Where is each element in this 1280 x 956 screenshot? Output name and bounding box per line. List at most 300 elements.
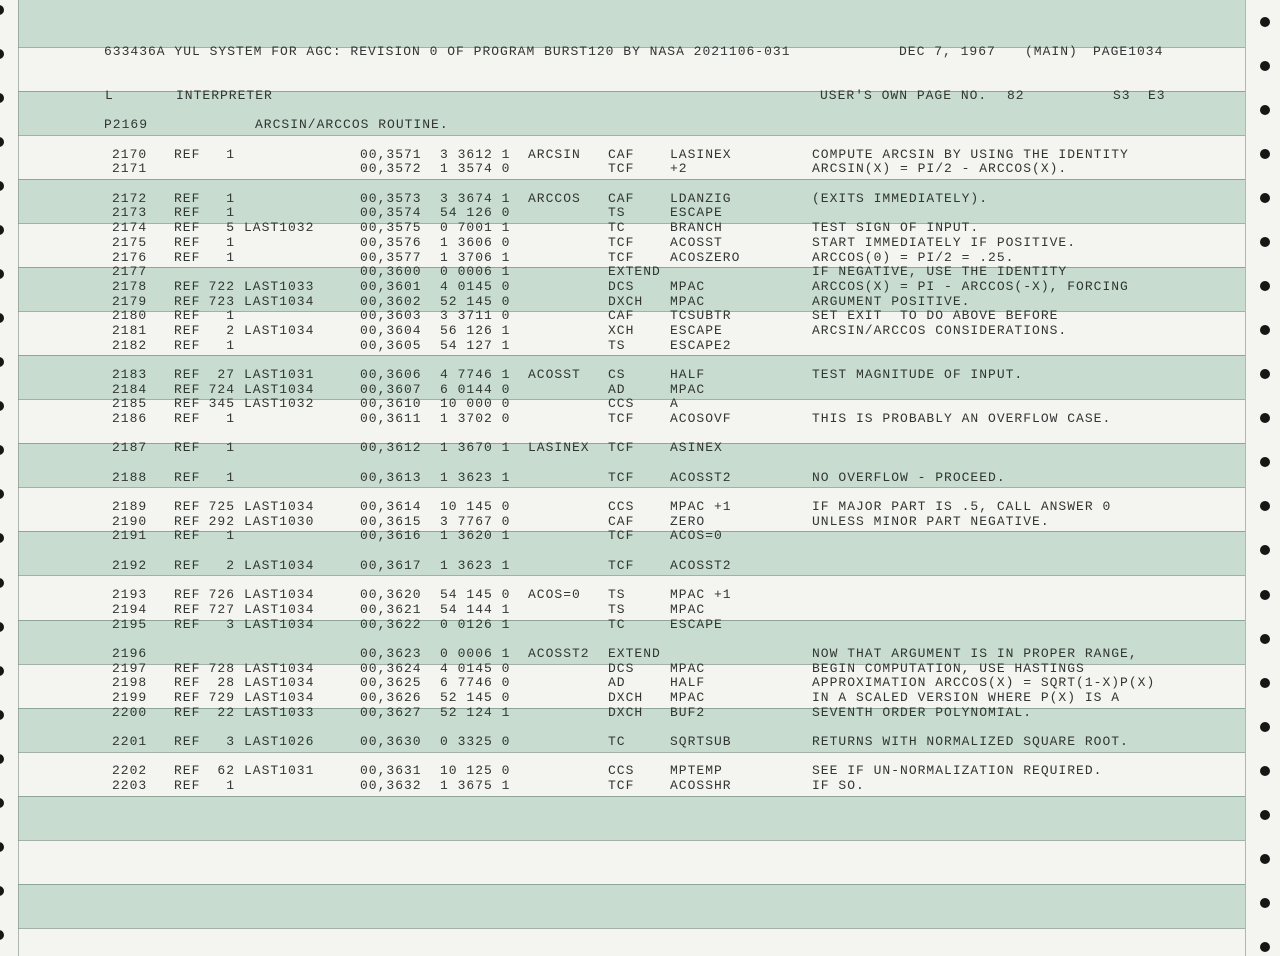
line-number: 2182	[112, 337, 148, 353]
operand: MPAC +1	[670, 587, 732, 603]
tractor-feed-hole	[1260, 854, 1270, 864]
address: 00,3622	[360, 616, 422, 632]
machine-word: 56 126 1	[440, 322, 511, 338]
machine-word: 0 0006 1	[440, 645, 511, 661]
opcode: TCF	[608, 234, 635, 250]
comment: APPROXIMATION ARCCOS(X) = SQRT(1-X)P(X)	[812, 675, 1156, 691]
bar-rule-line	[18, 840, 1245, 841]
ref-count: 1	[226, 778, 235, 793]
ref-count: 728	[208, 660, 235, 676]
comment: ARCCOS(X) = PI - ARCCOS(-X), FORCING	[812, 278, 1129, 294]
operand: ACOSZERO	[670, 249, 741, 265]
opcode: AD	[608, 381, 626, 397]
operand: ESCAPE	[670, 616, 723, 632]
ref-keyword: REF	[174, 733, 201, 749]
machine-word: 1 3606 0	[440, 234, 511, 250]
last-ref-card: LAST1034	[244, 660, 315, 676]
comment: NOW THAT ARGUMENT IS IN PROPER RANGE,	[812, 645, 1138, 661]
tractor-feed-hole	[0, 578, 4, 588]
line-number: 2176	[112, 249, 148, 265]
ref-count: 1	[226, 308, 235, 324]
listing-row	[0, 221, 1280, 235]
machine-word: 54 127 1	[440, 337, 511, 353]
operand: ASINEX	[670, 440, 723, 456]
last-ref-card: LAST1033	[244, 704, 315, 720]
ref-keyword: REF	[174, 205, 201, 221]
ref-count: 3	[226, 616, 235, 632]
address: 00,3601	[360, 278, 422, 294]
log-marker: L	[105, 88, 114, 103]
listing-row	[0, 662, 1280, 676]
opcode: TC	[608, 616, 626, 632]
listing-row	[0, 251, 1280, 265]
line-number: 2194	[112, 601, 148, 617]
operand: ACOS=0	[670, 528, 723, 544]
line-number: 2173	[112, 205, 148, 221]
comment: IN A SCALED VERSION WHERE P(X) IS A	[812, 689, 1121, 705]
listing-row	[0, 676, 1280, 690]
tractor-feed-hole	[1260, 17, 1270, 27]
opcode: AD	[608, 675, 626, 691]
address: 00,3576	[360, 234, 422, 250]
log-section: INTERPRETER	[176, 88, 273, 103]
ref-keyword: REF	[174, 675, 201, 691]
tractor-feed-hole	[1260, 722, 1270, 732]
machine-word: 1 3702 0	[440, 411, 511, 426]
machine-word: 0 3325 0	[440, 733, 511, 749]
listing-row	[0, 192, 1280, 206]
machine-word: 1 3623 1	[440, 469, 511, 485]
bar-rule-line	[18, 135, 1245, 136]
comment: NO OVERFLOW - PROCEED.	[812, 469, 1006, 485]
ref-keyword: REF	[174, 469, 201, 485]
opcode: CCS	[608, 763, 635, 779]
opcode: TCF	[608, 440, 635, 456]
symbol-label: ARCSIN	[528, 146, 581, 162]
tractor-feed-hole	[1260, 942, 1270, 952]
address: 00,3630	[360, 733, 422, 749]
address: 00,3602	[360, 293, 422, 309]
line-number: 2184	[112, 381, 148, 397]
listing-section: (MAIN)	[1025, 44, 1078, 59]
line-number: 2189	[112, 499, 148, 515]
listing-row	[0, 309, 1280, 323]
address: 00,3625	[360, 675, 422, 691]
listing-date: DEC 7, 1967	[899, 44, 996, 59]
opcode: CS	[608, 366, 626, 382]
line-number: 2180	[112, 308, 148, 324]
opcode: EXTEND	[608, 264, 661, 280]
tractor-feed-hole	[0, 181, 4, 191]
listing-row	[0, 779, 1280, 793]
operand: MPAC +1	[670, 499, 732, 515]
machine-word: 3 7767 0	[440, 513, 511, 529]
user-page-label: USER'S OWN PAGE NO.	[820, 88, 988, 103]
address: 00,3605	[360, 337, 422, 353]
line-number: 2178	[112, 278, 148, 294]
bar-rule-line	[18, 884, 1245, 885]
tractor-feed-hole	[1260, 545, 1270, 555]
page-number: PAGE1034	[1093, 44, 1164, 59]
ref-count: 2	[226, 322, 235, 338]
opcode: TCF	[608, 161, 635, 177]
address: 00,3572	[360, 161, 422, 177]
ref-count: 1	[226, 528, 235, 544]
ref-keyword: REF	[174, 293, 201, 309]
machine-word: 1 3706 1	[440, 249, 511, 265]
listing-row	[0, 236, 1280, 250]
ref-keyword: REF	[174, 763, 201, 779]
address: 00,3600	[360, 264, 422, 280]
listing-title: 633436A YUL SYSTEM FOR AGC: REVISION 0 OF PROGRAM BURST120 BY NASA 2021106-031	[104, 44, 791, 59]
ref-keyword: REF	[174, 616, 201, 632]
listing-row	[0, 339, 1280, 353]
tractor-feed-hole	[1260, 634, 1270, 644]
line-number: 2193	[112, 587, 148, 603]
address: 00,3617	[360, 557, 422, 573]
comment: SET EXIT TO DO ABOVE BEFORE	[812, 308, 1059, 324]
opcode: TCF	[608, 469, 635, 485]
line-number: 2183	[112, 366, 148, 382]
tractor-feed-hole	[0, 137, 4, 147]
listing-row	[0, 265, 1280, 279]
symbol-label: ARCCOS	[528, 190, 581, 206]
address: 00,3614	[360, 499, 422, 515]
comment: TEST SIGN OF INPUT.	[812, 220, 980, 236]
listing-row	[0, 162, 1280, 176]
opcode: CAF	[608, 308, 635, 324]
line-number: 2181	[112, 322, 148, 338]
operand: MPAC	[670, 660, 706, 676]
listing-row	[0, 706, 1280, 720]
line-number: 2191	[112, 528, 148, 544]
address: 00,3632	[360, 778, 422, 793]
address: 00,3613	[360, 469, 422, 485]
operand: LDANZIG	[670, 190, 732, 206]
comment: ARCSIN/ARCCOS CONSIDERATIONS.	[812, 322, 1068, 338]
operand: TCSUBTR	[670, 308, 732, 324]
symbol-label: ACOSST2	[528, 645, 590, 661]
line-number: 2198	[112, 675, 148, 691]
opcode: TCF	[608, 778, 635, 793]
address: 00,3616	[360, 528, 422, 544]
tractor-feed-hole	[0, 357, 4, 367]
machine-word: 6 0144 0	[440, 381, 511, 397]
last-ref-card: LAST1034	[244, 557, 315, 573]
machine-word: 0 0006 1	[440, 264, 511, 280]
operand: MPTEMP	[670, 763, 723, 779]
address: 00,3620	[360, 587, 422, 603]
address: 00,3610	[360, 396, 422, 412]
sequence-field-s: S3	[1113, 88, 1131, 103]
tractor-feed-hole	[0, 842, 4, 852]
ref-count: 27	[217, 366, 235, 382]
machine-word: 0 7001 1	[440, 220, 511, 236]
operand: SQRTSUB	[670, 733, 732, 749]
comment: IF NEGATIVE, USE THE IDENTITY	[812, 264, 1068, 280]
ref-count: 1	[226, 411, 235, 426]
ref-keyword: REF	[174, 778, 201, 793]
last-ref-card: LAST1031	[244, 763, 315, 779]
machine-word: 1 3675 1	[440, 778, 511, 793]
machine-word: 10 125 0	[440, 763, 511, 779]
machine-word: 52 124 1	[440, 704, 511, 720]
line-number: 2196	[112, 645, 148, 661]
listing-row	[0, 368, 1280, 382]
address: 00,3624	[360, 660, 422, 676]
last-ref-card: LAST1034	[244, 322, 315, 338]
last-ref-card: LAST1030	[244, 513, 315, 529]
ref-keyword: REF	[174, 308, 201, 324]
line-number: 2174	[112, 220, 148, 236]
tractor-feed-hole	[1260, 105, 1270, 115]
line-number: 2177	[112, 264, 148, 280]
opcode: DCS	[608, 660, 635, 676]
line-number: 2172	[112, 190, 148, 206]
operand: ESCAPE	[670, 322, 723, 338]
machine-word: 4 7746 1	[440, 366, 511, 382]
operand: ACOSST2	[670, 557, 732, 573]
comment: IF SO.	[812, 778, 865, 793]
address: 00,3607	[360, 381, 422, 397]
opcode: CAF	[608, 513, 635, 529]
line-number: 2201	[112, 733, 148, 749]
ref-count: 724	[208, 381, 235, 397]
listing-row	[0, 735, 1280, 749]
address: 00,3603	[360, 308, 422, 324]
tractor-feed-hole	[1260, 457, 1270, 467]
listing-row	[0, 559, 1280, 573]
tractor-feed-hole	[0, 489, 4, 499]
address: 00,3626	[360, 689, 422, 705]
operand: MPAC	[670, 601, 706, 617]
opcode: EXTEND	[608, 645, 661, 661]
ref-keyword: REF	[174, 190, 201, 206]
machine-word: 1 3620 1	[440, 528, 511, 544]
ref-keyword: REF	[174, 557, 201, 573]
opcode: DXCH	[608, 704, 644, 720]
ref-count: 22	[217, 704, 235, 720]
listing-row	[0, 529, 1280, 543]
symbol-label: LASINEX	[528, 440, 590, 456]
line-number: 2186	[112, 411, 148, 426]
ref-count: 722	[208, 278, 235, 294]
listing-row	[0, 471, 1280, 485]
operand: MPAC	[670, 278, 706, 294]
operand: ACOSSHR	[670, 778, 732, 793]
machine-word: 10 000 0	[440, 396, 511, 412]
line-number: 2199	[112, 689, 148, 705]
opcode: XCH	[608, 322, 635, 338]
listing-row	[0, 588, 1280, 602]
last-ref-card: LAST1034	[244, 499, 315, 515]
last-ref-card: LAST1033	[244, 278, 315, 294]
line-number: 2170	[112, 146, 148, 162]
operand: HALF	[670, 675, 706, 691]
ref-count: 3	[226, 733, 235, 749]
machine-word: 4 0145 0	[440, 660, 511, 676]
machine-word: 1 3623 1	[440, 557, 511, 573]
user-page-number: 82	[1007, 88, 1025, 103]
ref-keyword: REF	[174, 440, 201, 456]
comment: TEST MAGNITUDE OF INPUT.	[812, 366, 1024, 382]
ref-count: 1	[226, 249, 235, 265]
opcode: TS	[608, 587, 626, 603]
machine-word: 1 3574 0	[440, 161, 511, 177]
last-ref-card: LAST1032	[244, 396, 315, 412]
ref-keyword: REF	[174, 337, 201, 353]
operand: MPAC	[670, 381, 706, 397]
symbol-label: ACOSST	[528, 366, 581, 382]
opcode: CAF	[608, 190, 635, 206]
tractor-feed-hole	[0, 886, 4, 896]
ref-count: 1	[226, 146, 235, 162]
ref-keyword: REF	[174, 704, 201, 720]
address: 00,3631	[360, 763, 422, 779]
opcode: DXCH	[608, 293, 644, 309]
opcode: TS	[608, 601, 626, 617]
ref-count: 1	[226, 234, 235, 250]
line-number: 2197	[112, 660, 148, 676]
last-ref-card: LAST1034	[244, 601, 315, 617]
ref-count: 62	[217, 763, 235, 779]
operand: MPAC	[670, 689, 706, 705]
last-ref-card: LAST1026	[244, 733, 315, 749]
opcode: CCS	[608, 499, 635, 515]
ref-keyword: REF	[174, 366, 201, 382]
operand: ESCAPE	[670, 205, 723, 221]
listing-row	[0, 618, 1280, 632]
ref-keyword: REF	[174, 278, 201, 294]
machine-word: 6 7746 0	[440, 675, 511, 691]
last-ref-card: LAST1034	[244, 293, 315, 309]
bar-rule-line	[18, 928, 1245, 929]
opcode: CCS	[608, 396, 635, 412]
line-number: 2187	[112, 440, 148, 456]
bar-rule-line	[18, 796, 1245, 797]
card-number: P2169	[104, 117, 149, 132]
ref-keyword: REF	[174, 411, 201, 426]
comment: IF MAJOR PART IS .5, CALL ANSWER 0	[812, 499, 1112, 515]
ref-keyword: REF	[174, 396, 201, 412]
symbol-label: ACOS=0	[528, 587, 581, 603]
tractor-feed-hole	[1260, 810, 1270, 820]
address: 00,3573	[360, 190, 422, 206]
address: 00,3606	[360, 366, 422, 382]
sequence-field-e: E3	[1148, 88, 1166, 103]
line-number: 2171	[112, 161, 148, 177]
listing-row	[0, 148, 1280, 162]
ref-count: 2	[226, 557, 235, 573]
address: 00,3577	[360, 249, 422, 265]
listing-row	[0, 603, 1280, 617]
listing-row	[0, 206, 1280, 220]
machine-word: 3 3612 1	[440, 146, 511, 162]
tractor-feed-hole	[0, 49, 4, 59]
comment: SEE IF UN-NORMALIZATION REQUIRED.	[812, 763, 1103, 779]
ref-keyword: REF	[174, 234, 201, 250]
bar-rule-line	[18, 752, 1245, 753]
green-bar-band	[18, 0, 1245, 47]
comment: SEVENTH ORDER POLYNOMIAL.	[812, 704, 1033, 720]
address: 00,3571	[360, 146, 422, 162]
operand: ACOSOVF	[670, 411, 732, 426]
address: 00,3574	[360, 205, 422, 221]
opcode: TCF	[608, 557, 635, 573]
listing-row	[0, 280, 1280, 294]
address: 00,3623	[360, 645, 422, 661]
green-bar-band	[18, 884, 1245, 928]
ref-count: 727	[208, 601, 235, 617]
opcode: DCS	[608, 278, 635, 294]
bar-rule-line	[18, 575, 1245, 576]
opcode: TS	[608, 205, 626, 221]
bar-rule-line	[18, 179, 1245, 180]
last-ref-card: LAST1032	[244, 220, 315, 236]
address: 00,3604	[360, 322, 422, 338]
last-ref-card: LAST1034	[244, 675, 315, 691]
listing-row	[0, 412, 1280, 426]
line-number: 2203	[112, 778, 148, 793]
opcode: TC	[608, 733, 626, 749]
ref-keyword: REF	[174, 513, 201, 529]
ref-keyword: REF	[174, 146, 201, 162]
address: 00,3575	[360, 220, 422, 236]
opcode: TC	[608, 220, 626, 236]
machine-word: 52 145 0	[440, 689, 511, 705]
line-number: 2202	[112, 763, 148, 779]
opcode: TS	[608, 337, 626, 353]
comment: THIS IS PROBABLY AN OVERFLOW CASE.	[812, 411, 1112, 426]
ref-keyword: REF	[174, 499, 201, 515]
ref-count: 1	[226, 190, 235, 206]
line-number: 2179	[112, 293, 148, 309]
ref-count: 723	[208, 293, 235, 309]
machine-word: 1 3670 1	[440, 440, 511, 456]
last-ref-card: LAST1034	[244, 587, 315, 603]
address: 00,3612	[360, 440, 422, 456]
address: 00,3621	[360, 601, 422, 617]
tractor-feed-hole	[0, 754, 4, 764]
routine-title: ARCSIN/ARCCOS ROUTINE.	[255, 117, 449, 132]
ref-count: 1	[226, 205, 235, 221]
ref-count: 28	[217, 675, 235, 691]
last-ref-card: LAST1034	[244, 616, 315, 632]
machine-word: 54 144 1	[440, 601, 511, 617]
ref-count: 1	[226, 337, 235, 353]
line-number: 2200	[112, 704, 148, 720]
comment: UNLESS MINOR PART NEGATIVE.	[812, 513, 1050, 529]
listing-row	[0, 441, 1280, 455]
listing-row	[0, 500, 1280, 514]
ref-count: 725	[208, 499, 235, 515]
ref-keyword: REF	[174, 322, 201, 338]
ref-count: 5	[226, 220, 235, 236]
comment: RETURNS WITH NORMALIZED SQUARE ROOT.	[812, 733, 1129, 749]
operand: ACOSST2	[670, 469, 732, 485]
ref-keyword: REF	[174, 249, 201, 265]
tractor-feed-hole	[0, 93, 4, 103]
ref-keyword: REF	[174, 528, 201, 544]
operand: +2	[670, 161, 688, 177]
listing-row	[0, 691, 1280, 705]
operand: ZERO	[670, 513, 706, 529]
listing-row	[0, 764, 1280, 778]
machine-word: 4 0145 0	[440, 278, 511, 294]
line-number: 2192	[112, 557, 148, 573]
last-ref-card: LAST1031	[244, 366, 315, 382]
operand: BUF2	[670, 704, 706, 720]
